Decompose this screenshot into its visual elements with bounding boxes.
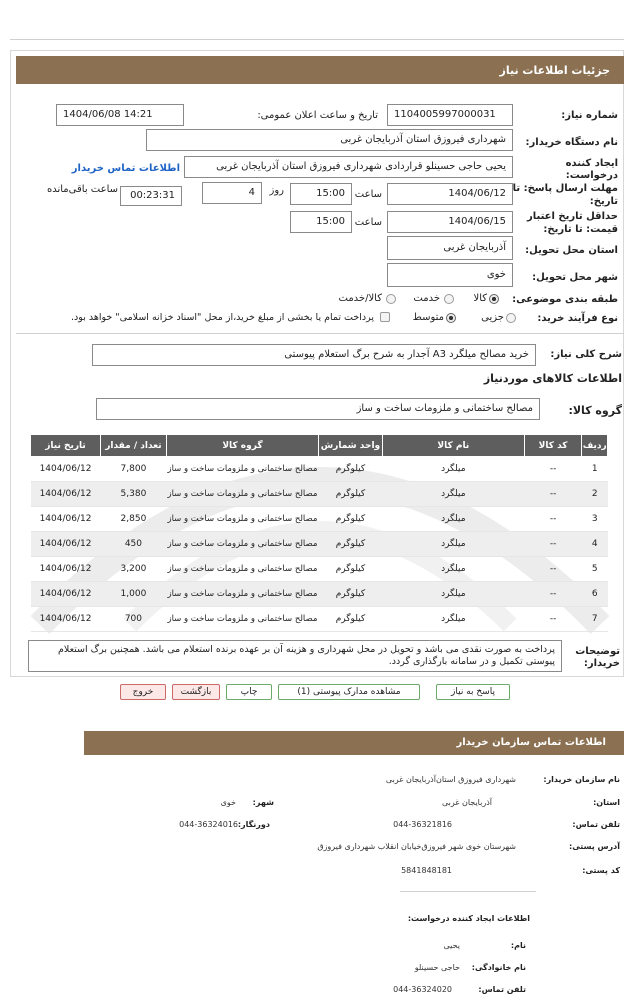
creator-label-2: درخواست: (565, 170, 618, 181)
cell-unit: کیلوگرم (319, 507, 383, 532)
creator-family-label: نام خانوادگی: (471, 963, 526, 972)
cell-row: 6 (582, 582, 608, 607)
treasury-checkbox[interactable] (380, 312, 390, 322)
back-button[interactable]: بازگشت (172, 684, 220, 700)
validity-label: حداقل تاریخ اعتبار (526, 211, 618, 222)
cell-row: 7 (582, 607, 608, 632)
cell-group: مصالح ساختمانی و ملزومات ساخت و ساز (166, 532, 318, 557)
col-row: ردیف (582, 435, 608, 457)
need-number-field[interactable]: 1104005997000031 (387, 104, 513, 126)
announce-date-label: تاریخ و ساعت اعلان عمومی: (257, 110, 378, 121)
goods-info-title: اطلاعات کالاهای موردنیاز (483, 372, 622, 385)
creator-name-label: نام: (510, 941, 526, 950)
org-value: شهرداری فیروزق استان‌آذربایجان غربی (385, 775, 516, 784)
cell-code: -- (524, 557, 582, 582)
cell-date: 1404/06/12 (31, 607, 101, 632)
time-remaining-field[interactable]: 00:23:31 (120, 186, 182, 206)
cell-qty: 450 (101, 532, 167, 557)
cell-group: مصالح ساختمانی و ملزومات ساخت و ساز (166, 507, 318, 532)
treasury-payment-note: پرداخت تمام یا بخشی از مبلغ خرید،از محل "اسناد خزانه اسلامی" خواهد بود. (71, 312, 374, 323)
cell-code: -- (524, 582, 582, 607)
time-remaining-label: ساعت باقی‌مانده (46, 184, 118, 195)
cell-unit: کیلوگرم (319, 582, 383, 607)
buyer-contact-link[interactable]: اطلاعات تماس خریدار (71, 163, 180, 174)
validity-time-label: ساعت (354, 217, 382, 228)
summary-field[interactable]: خرید مصالح میلگرد A3 آجدار به شرح برگ استعلام پیوستی (92, 344, 536, 366)
cell-code: -- (524, 607, 582, 632)
cell-group: مصالح ساختمانی و ملزومات ساخت و ساز (166, 582, 318, 607)
cell-code: -- (524, 532, 582, 557)
contact-province-label: استان: (593, 798, 620, 807)
cell-row: 1 (582, 457, 608, 482)
contact-fax-label: دورنگار: (237, 820, 270, 829)
validity-time-field[interactable]: 15:00 (290, 211, 352, 233)
days-remaining-field[interactable]: 4 (202, 182, 262, 204)
cell-qty: 700 (101, 607, 167, 632)
contact-phone-label: تلفن تماس: (572, 820, 620, 829)
address-value: شهرستان خوی شهر فیروزق‌خیابان انقلاب شهرداری فیروزق (317, 842, 516, 851)
cell-date: 1404/06/12 (31, 482, 101, 507)
section-divider (16, 333, 624, 334)
cell-unit: کیلوگرم (319, 457, 383, 482)
page-title: جزئیات اطلاعات نیاز (16, 56, 624, 84)
col-name: نام کالا (382, 435, 524, 457)
cell-qty: 3,200 (101, 557, 167, 582)
cell-name: میلگرد (382, 457, 524, 482)
cell-unit: کیلوگرم (319, 532, 383, 557)
cell-row: 5 (582, 557, 608, 582)
col-group: گروه کالا (166, 435, 318, 457)
cell-unit: کیلوگرم (319, 557, 383, 582)
cell-row: 2 (582, 482, 608, 507)
cell-name: میلگرد (382, 607, 524, 632)
cell-name: میلگرد (382, 507, 524, 532)
reply-deadline-label: مهلت ارسال پاسخ: تا (512, 183, 618, 194)
creator-phone-label: تلفن تماس: (478, 985, 526, 994)
creator-field[interactable]: یحیی حاجی حسینلو قراردادی شهرداری فیروزق استان آذربایجان غربی (184, 156, 513, 178)
creator-family-value: حاجی حسینلو (414, 963, 460, 972)
need-number-label: شماره نیاز: (561, 110, 618, 121)
buyer-contact-title: اطلاعات تماس سازمان خریدار (84, 731, 624, 755)
table-row[interactable] (31, 607, 608, 632)
contact-province-value: آذربایجان غربی (441, 798, 492, 807)
contact-fax-value: 044-36324016 (179, 820, 238, 829)
cell-name: میلگرد (382, 557, 524, 582)
cell-code: -- (524, 507, 582, 532)
city-field[interactable]: خوی (387, 263, 513, 287)
buyer-field[interactable]: شهرداری فیروزق استان آذربایجان غربی (146, 129, 513, 151)
notes-field[interactable]: پرداخت به صورت نقدی می باشد و تحویل در محل شهرداری و هزینه آن بر عهده برنده استعلام می باشد. همچنین برگ استعلام پیوستی تکمیل و در سامانه بارگذاری گردد. (28, 640, 562, 672)
days-label: روز (269, 185, 284, 196)
cell-group: مصالح ساختمانی و ملزومات ساخت و ساز (166, 557, 318, 582)
category-option-service: خدمت (413, 293, 440, 304)
reply-button[interactable]: پاسخ به نیاز (436, 684, 510, 700)
process-radio-minor[interactable] (506, 313, 516, 323)
city-label: شهر محل تحویل: (532, 272, 618, 283)
cell-qty: 5,380 (101, 482, 167, 507)
notes-label: توضیحات (575, 646, 620, 657)
contact-divider (400, 891, 536, 892)
cell-row: 4 (582, 532, 608, 557)
table-row[interactable] (31, 482, 608, 507)
province-label: استان محل تحویل: (525, 245, 618, 256)
reply-time-label: ساعت (354, 189, 382, 200)
summary-label: شرح کلی نیاز: (550, 349, 622, 360)
col-unit: واحد شمارش (319, 435, 383, 457)
cell-group: مصالح ساختمانی و ملزومات ساخت و ساز (166, 607, 318, 632)
process-option-minor: جزیی (481, 312, 504, 323)
address-label: آدرس پستی: (569, 842, 620, 851)
announce-date-field[interactable]: 1404/06/08 14:21 (56, 104, 184, 126)
reply-deadline-label-2: تاریخ: (589, 196, 618, 207)
category-label: طبقه بندی موضوعی: (512, 294, 618, 305)
top-divider (10, 39, 624, 40)
cell-date: 1404/06/12 (31, 532, 101, 557)
category-option-both: کالا/خدمت (338, 293, 382, 304)
category-radio-service[interactable] (444, 294, 454, 304)
province-field[interactable]: آذربایجان غربی (387, 236, 513, 260)
print-button[interactable]: چاپ (226, 684, 272, 700)
category-option-goods: کالا (473, 293, 487, 304)
cell-row: 3 (582, 507, 608, 532)
org-label: نام سازمان خریدار: (543, 775, 620, 784)
cell-date: 1404/06/12 (31, 557, 101, 582)
cell-unit: کیلوگرم (319, 607, 383, 632)
cell-code: -- (524, 457, 582, 482)
postal-label: کد پستی: (582, 866, 620, 875)
buyer-label: نام دستگاه خریدار: (525, 137, 618, 148)
goods-group-label: گروه کالا: (568, 404, 622, 417)
table-row[interactable] (31, 457, 608, 482)
cell-code: -- (524, 482, 582, 507)
cell-name: میلگرد (382, 532, 524, 557)
goods-group-field[interactable]: مصالح ساختمانی و ملزومات ساخت و ساز (96, 398, 540, 420)
notes-label-2: خریدار: (583, 658, 620, 669)
cell-unit: کیلوگرم (319, 482, 383, 507)
cell-name: میلگرد (382, 582, 524, 607)
contact-phone-value: 044-36321816 (393, 820, 452, 829)
cell-qty: 2,850 (101, 507, 167, 532)
category-radio-both[interactable] (386, 294, 396, 304)
process-option-medium: متوسط (412, 312, 444, 323)
table-row[interactable] (31, 532, 608, 557)
cell-date: 1404/06/12 (31, 582, 101, 607)
creator-label: ایجاد کننده (565, 158, 618, 169)
cell-name: میلگرد (382, 482, 524, 507)
process-label: نوع فرآیند خرید: (537, 313, 618, 324)
contact-city-label: شهر: (252, 798, 274, 807)
postal-value: 5841848181 (401, 866, 452, 875)
table-row[interactable] (31, 582, 608, 607)
cell-qty: 7,800 (101, 457, 167, 482)
cell-qty: 1,000 (101, 582, 167, 607)
validity-date-field[interactable]: 1404/06/15 (387, 211, 513, 233)
category-radio-goods[interactable] (489, 294, 499, 304)
process-radio-medium[interactable] (446, 313, 456, 323)
col-code: کد کالا (524, 435, 582, 457)
creator-name-value: یحیی (443, 941, 460, 950)
cell-group: مصالح ساختمانی و ملزومات ساخت و ساز (166, 482, 318, 507)
reply-time-field[interactable]: 15:00 (290, 183, 352, 205)
cell-date: 1404/06/12 (31, 507, 101, 532)
exit-button[interactable]: خروج (120, 684, 166, 700)
attachments-button[interactable]: مشاهده مدارک پیوستی (1) (278, 684, 420, 700)
creator-info-title: اطلاعات ایجاد کننده درخواست: (407, 914, 530, 923)
validity-label-2: قیمت: تا تاریخ: (543, 224, 618, 235)
table-row[interactable] (31, 507, 608, 532)
col-qty: تعداد / مقدار (101, 435, 167, 457)
table-row[interactable] (31, 557, 608, 582)
goods-table (30, 434, 608, 632)
creator-phone-value: 044-36324020 (393, 985, 452, 994)
table-header-row (31, 435, 608, 457)
contact-city-value: خوی (220, 798, 236, 807)
cell-group: مصالح ساختمانی و ملزومات ساخت و ساز (166, 457, 318, 482)
reply-date-field[interactable]: 1404/06/12 (387, 183, 513, 205)
col-date: تاریخ نیاز (31, 435, 101, 457)
cell-date: 1404/06/12 (31, 457, 101, 482)
